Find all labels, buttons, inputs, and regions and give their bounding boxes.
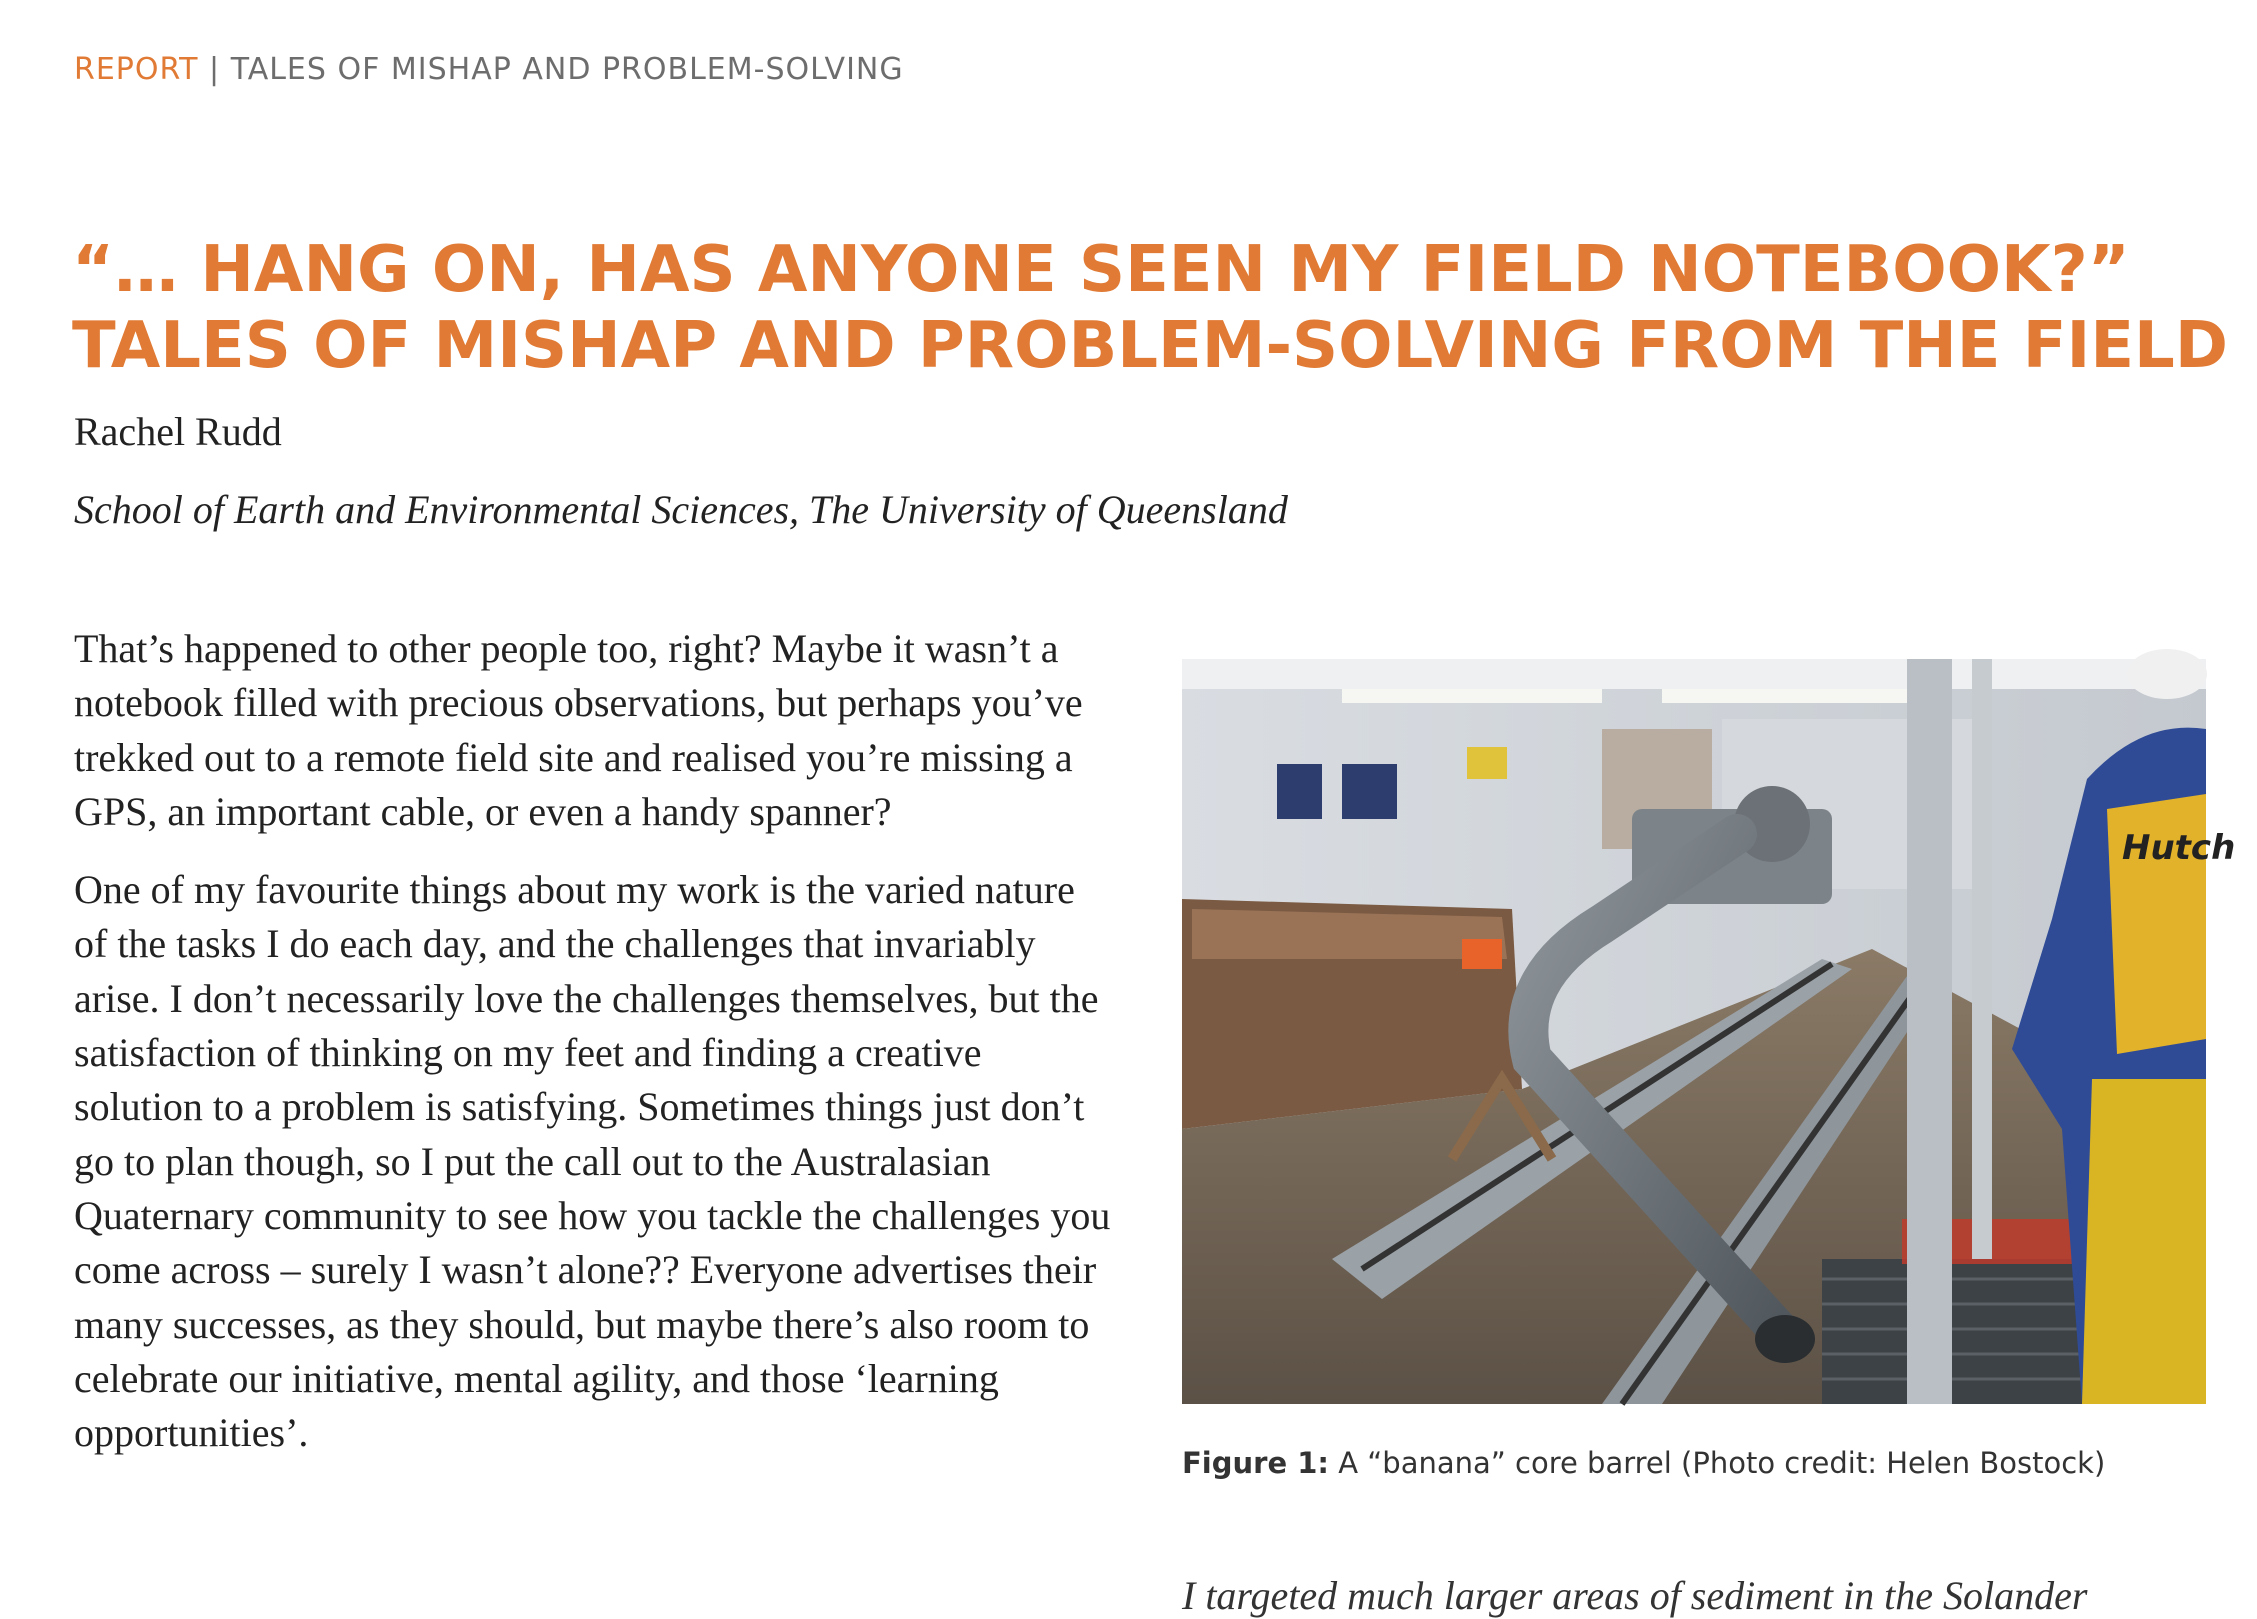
article-title bbox=[72, 232, 2228, 384]
figure-caption-text: A “banana” core barrel (Photo credit: Helen Bostock) bbox=[1338, 1446, 2106, 1480]
figure-1 bbox=[1182, 659, 2236, 1404]
header-separator: | bbox=[209, 52, 221, 87]
section-label: REPORT bbox=[74, 52, 199, 87]
body-paragraph: One of my favourite things about my work is the varied nature of the tasks I do each day, and the challenges that invariably arise. I don’t necessarily love the challenges themselves, but the satisfaction of thinking on my feet and finding a creative solution to a problem is satisfying. Sometimes things just don’t go to plan though, so I put the call out to the Australasian Quaternary community to see how you tackle the challenges you come across – surely I wasn’t alone?? Everyone advertises their many successes, as they should, but maybe there’s also room to celebrate our initiative, mental agility, and those ‘learning opportunities’. bbox=[74, 867, 1111, 1456]
author-name: Rachel Rudd bbox=[74, 409, 282, 454]
figure-caption bbox=[1182, 1446, 2105, 1480]
figure-photo bbox=[1182, 659, 2236, 1404]
body-paragraph: That’s happened to other people too, right? Maybe it wasn’t a notebook filled with precious observations, but perhaps you’ve trekked out to a remote field site and realised you’re missing a GPS, an important cable, or even a handy spanner? bbox=[74, 626, 1083, 834]
continued-paragraph: I targeted much larger areas of sediment in the Solander bbox=[1182, 1573, 2088, 1618]
running-header bbox=[74, 52, 904, 87]
title-line-2: TALES OF MISHAP AND PROBLEM-SOLVING FROM THE FIELD bbox=[72, 309, 2228, 383]
running-title: TALES OF MISHAP AND PROBLEM-SOLVING bbox=[230, 52, 904, 87]
author-affiliation: School of Earth and Environmental Sciences, The University of Queensland bbox=[74, 487, 1288, 532]
figure-label: Figure 1: bbox=[1182, 1446, 1329, 1480]
title-line-1: “… HANG ON, HAS ANYONE SEEN MY FIELD NOTEBOOK?” bbox=[72, 233, 2130, 307]
vest-text: Hutch bbox=[2122, 828, 2236, 868]
body-column bbox=[74, 622, 1114, 1484]
